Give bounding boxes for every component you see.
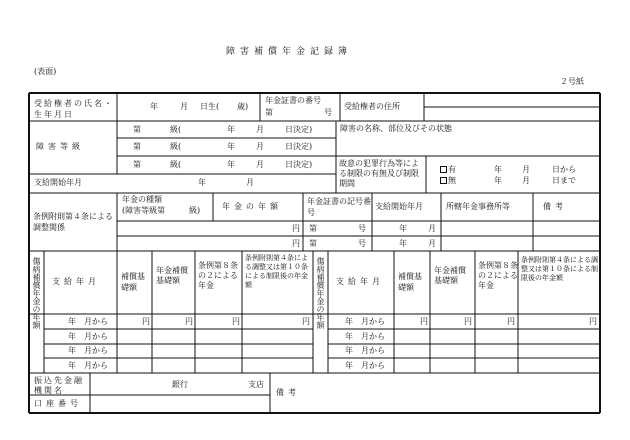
adjusted-pension-header-right: 条例附則第４条による調整又は第１０条による制限後の年金額: [521, 256, 598, 282]
bank-suffix: 銀行: [172, 380, 188, 389]
pension-office-label: 所轄年金事務所等: [446, 202, 510, 211]
birth-day-unit: 日生(: [200, 102, 220, 111]
pay-period-header-left: 支給年月: [52, 277, 100, 286]
birth-year-unit: 年: [150, 102, 158, 111]
pension-row-right: 年 月から: [345, 361, 385, 370]
age-unit: 歳): [237, 102, 249, 111]
disability-description-label: 障害の名称、部位及びその状態: [340, 124, 452, 133]
restriction-to-year: 年: [494, 176, 502, 185]
pension-row-right: 年 月から: [345, 332, 385, 341]
pension-kind-grade-close: 級): [189, 206, 201, 215]
article8-pension-header-right: 条例第８条の２による年金: [478, 261, 518, 290]
adjust-remarks-label: 備考: [543, 202, 567, 211]
pension-base-amount-header-left: 年金補償基礎額: [156, 266, 188, 285]
certificate-number-label: 年金証書の番号: [265, 96, 321, 105]
restriction-yes-option[interactable]: 有: [440, 166, 456, 174]
article8-pension-header-left: 条例第８条の２による年金: [198, 261, 238, 290]
checkbox-icon: [440, 177, 447, 184]
bank-remarks-label: 備考: [276, 388, 300, 397]
payment-start-label: 支給開始年月: [34, 178, 82, 187]
checkbox-icon: [440, 166, 447, 173]
adjustment-label: 条例附則第４条による調整関係: [33, 212, 113, 232]
pension-row-right: 年 月から: [345, 346, 385, 355]
pension-kind-grade-open: (障害等級第: [122, 206, 166, 215]
form-title: 障害補償年金記録簿: [226, 47, 353, 57]
recipient-address-label: 受給権者の住所: [344, 102, 400, 111]
transfer-bank-label: 振込先金融機関名: [34, 376, 84, 395]
pension-base-amount-header-right: 年金補償基礎額: [434, 266, 466, 285]
pension-row-left: 年 月から: [68, 332, 108, 341]
pension-annual-amount-label: 年金の年額: [222, 202, 282, 211]
certificate-dai: 第: [265, 108, 273, 117]
form-number: ２号紙: [560, 77, 584, 86]
restriction-to-day: 日まで: [552, 176, 576, 185]
side-indicator: (表面): [34, 67, 57, 76]
adjusted-pension-header-left: 条例附則第４条による調整又は第１０条による制限後の年金額: [245, 254, 308, 289]
restriction-from-month: 月: [522, 165, 530, 174]
pension-cert-symbol-label: 年金証書の記号番号: [307, 197, 371, 217]
adjust-start-label: 支給開始年月: [375, 202, 423, 211]
branch-suffix: 支店: [248, 380, 264, 389]
pension-kind-label: 年金の種類: [122, 195, 162, 204]
basic-amount-header-right: 補償基礎額: [398, 272, 422, 292]
restriction-label: 故意の犯罪行為等による制限の有無及び制限期間: [339, 159, 419, 188]
restriction-from-year: 年: [494, 165, 502, 174]
pension-row-left: 年 月から: [68, 361, 108, 370]
injury-pension-side-label-right: 傷病補償年金の年額: [316, 257, 325, 329]
disability-grade-label: 障害等級: [36, 142, 84, 151]
pension-row-left: 年 月から: [68, 346, 108, 355]
restriction-from-day: 日から: [552, 165, 576, 174]
pay-period-header-right: 支給年月: [336, 277, 384, 286]
recipient-name-birth-label: 受給権者の氏名・生年月日: [34, 99, 114, 119]
payment-start-year: 年: [198, 178, 206, 187]
restriction-no-option[interactable]: 無: [440, 177, 456, 185]
injury-pension-side-label-left: 傷病補償年金の年額: [32, 257, 41, 329]
basic-amount-header-left: 補償基礎額: [121, 272, 145, 292]
birth-month-unit: 月: [180, 102, 188, 111]
payment-start-month: 月: [246, 178, 254, 187]
certificate-go: 号: [324, 108, 332, 117]
restriction-to-month: 月: [522, 176, 530, 185]
account-number-label: 口座番号: [34, 399, 82, 408]
